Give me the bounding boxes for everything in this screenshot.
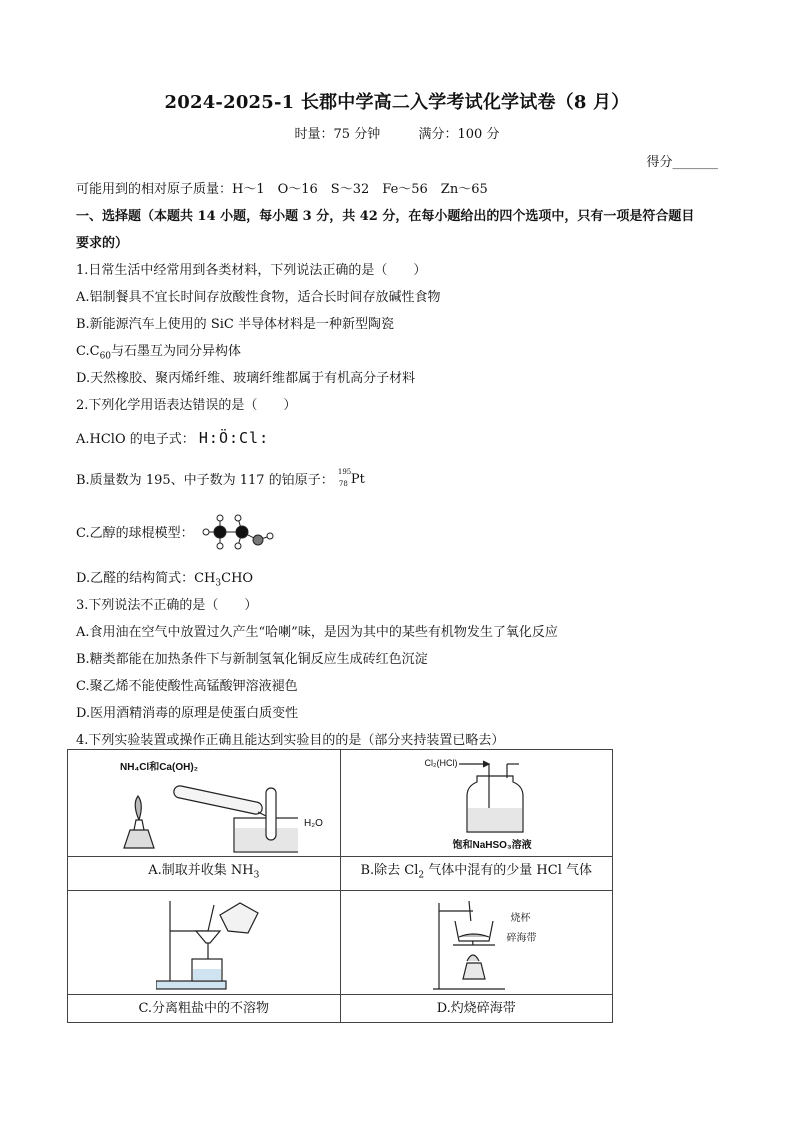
fig-d-seaweed-label: 碎海带	[506, 932, 537, 944]
figure-d-cell	[340, 890, 613, 994]
filtration-apparatus-figure	[156, 897, 266, 991]
q3-option-d: D.医用酒精消毒的原理是使蛋白质变性	[76, 706, 299, 721]
ethanol-ball-stick-model	[198, 512, 278, 552]
option-b-caption: B.除去 $Cl_2$ 气体中混有的少量 HCl 气体	[340, 857, 613, 891]
time-label: 时量：75 分钟	[294, 127, 381, 142]
q2-option-a: A.HClO 的电子式： H:Ö:Cl:	[76, 429, 270, 447]
fig-a-reagent-label: NH₄Cl和Ca(OH)₂	[120, 762, 199, 773]
burning-seaweed-figure	[433, 897, 513, 991]
q1-option-c: $C.C_{60}$与石墨互为同分异构体	[76, 344, 242, 362]
section-heading: 一、选择题（本题共 14 小题，每小题 3 分，共 42 分，在每小题给出的四个选项中，只有一项是符合题目	[76, 209, 695, 224]
q1-stem: 1.日常生活中经常用到各类材料，下列说法正确的是（ ）	[76, 263, 427, 278]
figure-a-cell	[68, 750, 341, 857]
electron-formula: H:Ö:Cl:	[198, 429, 270, 447]
atomic-masses: 可能用到的相对原子质量：H～1 O～16 S～32 Fe～56 Zn～65	[76, 182, 488, 197]
q1-option-b: B.新能源汽车上使用的 SiC 半导体材料是一种新型陶瓷	[76, 317, 394, 332]
q3-option-c: C.聚乙烯不能使酸性高锰酸钾溶液褪色	[76, 679, 298, 694]
nuclide-symbol: 195 78 Pt	[337, 467, 365, 488]
figure-b-cell	[340, 750, 613, 857]
q4-apparatus-table	[67, 749, 613, 1023]
q2-option-d: D.乙醛的结构简式：$CH_3CHO$	[76, 571, 254, 589]
q3-stem: 3.下列说法不正确的是（ ）	[76, 598, 258, 613]
exam-meta	[0, 123, 794, 142]
fig-d-beaker-label: 烧杯	[510, 912, 531, 924]
q3-option-a: A.食用油在空气中放置过久产生“哈喇”味，是因为其中的某些有机物发生了氧化反应	[76, 625, 558, 640]
score-field: 得分_______	[646, 155, 718, 170]
q2-stem: 2.下列化学用语表达错误的是（ ）	[76, 398, 297, 413]
gas-washing-bottle-figure	[459, 758, 569, 836]
section-heading-cont: 要求的）	[76, 236, 129, 251]
option-d-caption: D.灼烧碎海带	[340, 994, 613, 1022]
fig-b-gas-label: Cl₂(HCl)	[424, 758, 458, 768]
figure-c-cell	[68, 890, 341, 994]
option-a-caption: A.制取并收集 $NH_3$	[68, 857, 341, 891]
option-c-caption: C.分离粗盐中的不溶物	[68, 994, 341, 1022]
exam-title: 2024-2025-1 长郡中学高二入学考试化学试卷（8 月）	[164, 92, 630, 113]
fig-a-water-label: H₂O	[304, 818, 323, 829]
full-score-label: 满分：100 分	[418, 127, 500, 142]
q3-option-b: B.糖类都能在加热条件下与新制氢氧化铜反应生成砖红色沉淀	[76, 652, 428, 667]
q2-option-b: B.质量数为 195、中子数为 117 的铂原子： 195 78 Pt	[76, 469, 374, 490]
q1-option-a: A.铝制餐具不宜长时间存放酸性食物，适合长时间存放碱性食物	[76, 290, 441, 305]
q1-option-d: D.天然橡胶、聚丙烯纤维、玻璃纤维都属于有机高分子材料	[76, 371, 416, 386]
fig-b-solution-label: 饱和NaHSO₃溶液	[452, 840, 532, 851]
ammonia-apparatus-figure	[118, 774, 298, 854]
q4-stem: 4.下列实验装置或操作正确且能达到实验目的的是（部分夹持装置已略去）	[76, 733, 505, 748]
q2-option-c: C.乙醇的球棍模型：	[76, 526, 194, 541]
